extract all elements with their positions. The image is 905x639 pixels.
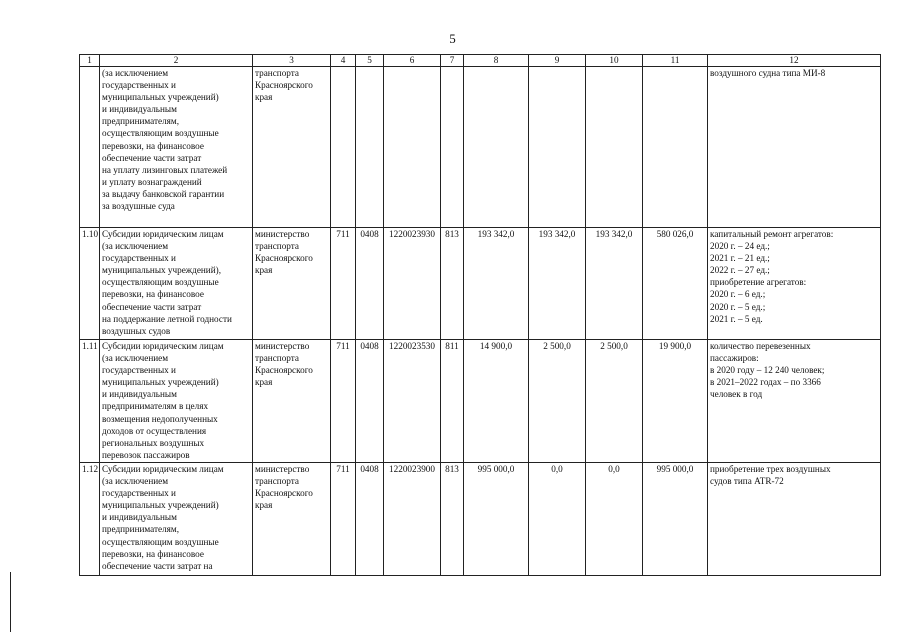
responsible-body: министерство транспорта Красноярского края [253, 463, 331, 576]
budget-code: 711 [331, 463, 356, 576]
amount-cell [586, 67, 643, 228]
item-number: 1.10 [80, 228, 100, 340]
item-number: 1.11 [80, 340, 100, 463]
expense-type-code: 813 [441, 228, 464, 340]
section-code: 0408 [356, 463, 384, 576]
column-header: 5 [356, 55, 384, 67]
page-number: 5 [449, 31, 456, 46]
expected-result: воздушного судна типа МИ-8 [708, 67, 881, 228]
amount-cell: 193 342,0 [586, 228, 643, 340]
column-header: 8 [464, 55, 529, 67]
expected-result: количество перевезенных пассажиров: в 2020 году – 12 240 человек; в 2021–2022 годах – по 3366 человек в год [708, 340, 881, 463]
column-header: 4 [331, 55, 356, 67]
table-row [80, 463, 881, 576]
responsible-body: министерство транспорта Красноярского края [253, 228, 331, 340]
column-header: 2 [100, 55, 253, 67]
column-header: 3 [253, 55, 331, 67]
amount-cell: 193 342,0 [464, 228, 529, 340]
target-item-code: 1220023900 [384, 463, 441, 576]
item-number: 1.12 [80, 463, 100, 576]
activity-description: (за исключением государственных и муниципальных учреждений) и индивидуальным предпринимателям, осуществляющим воздушные перевозки, на финансовое обеспечение части затрат на уплату лизинговых платежей и уплату вознаграждений за выдачу банковской гарантии за воздушные суда [100, 67, 253, 228]
budget-code: 711 [331, 340, 356, 463]
table-row [80, 67, 881, 228]
amount-cell [529, 67, 586, 228]
activity-description: Субсидии юридическим лицам (за исключением государственных и муниципальных учреждений) и индивидуальным предпринимателям, осуществляющим воздушные перевозки, на финансовое обеспечение части затрат на [100, 463, 253, 576]
activity-description: Субсидии юридическим лицам (за исключением государственных и муниципальных учреждений), осуществляющим воздушные перевозки, на финансовое обеспечение части затрат на поддержание летной годности воздушных судов [100, 228, 253, 340]
total-amount-cell [643, 67, 708, 228]
total-amount-cell: 19 900,0 [643, 340, 708, 463]
section-code: 0408 [356, 228, 384, 340]
column-header: 9 [529, 55, 586, 67]
expense-type-code: 813 [441, 463, 464, 576]
amount-cell: 0,0 [529, 463, 586, 576]
item-number [80, 67, 100, 228]
column-header: 11 [643, 55, 708, 67]
column-header: 6 [384, 55, 441, 67]
responsible-body: министерство транспорта Красноярского края [253, 340, 331, 463]
budget-code [331, 67, 356, 228]
column-header: 1 [80, 55, 100, 67]
expected-result: приобретение трех воздушных судов типа ATR-72 [708, 463, 881, 576]
amount-cell: 0,0 [586, 463, 643, 576]
total-amount-cell: 580 026,0 [643, 228, 708, 340]
total-amount-cell: 995 000,0 [643, 463, 708, 576]
expected-result: капитальный ремонт агрегатов: 2020 г. – 24 ед.; 2021 г. – 21 ед.; 2022 г. – 27 ед.; приобретение агрегатов: 2020 г. – 6 ед.; 2020 г. – 5 ед.; 2021 г. – 5 ед. [708, 228, 881, 340]
table-row [80, 228, 881, 340]
amount-cell [464, 67, 529, 228]
program-activities-table [79, 54, 881, 576]
budget-code: 711 [331, 228, 356, 340]
target-item-code: 1220023930 [384, 228, 441, 340]
column-header: 7 [441, 55, 464, 67]
amount-cell: 14 900,0 [464, 340, 529, 463]
amount-cell: 2 500,0 [529, 340, 586, 463]
responsible-body: транспорта Красноярского края [253, 67, 331, 228]
target-item-code: 1220023530 [384, 340, 441, 463]
section-code [356, 67, 384, 228]
expense-type-code: 811 [441, 340, 464, 463]
scan-margin-line [10, 572, 11, 632]
amount-cell: 995 000,0 [464, 463, 529, 576]
target-item-code [384, 67, 441, 228]
table-row [80, 340, 881, 463]
column-number-header-row [80, 55, 881, 67]
section-code: 0408 [356, 340, 384, 463]
amount-cell: 193 342,0 [529, 228, 586, 340]
column-header: 12 [708, 55, 881, 67]
expense-type-code [441, 67, 464, 228]
activity-description: Субсидии юридическим лицам (за исключением государственных и муниципальных учреждений) и индивидуальным предпринимателям в целях возмещения недополученных доходов от осуществления региональных воздушных перевозок пассажиров [100, 340, 253, 463]
amount-cell: 2 500,0 [586, 340, 643, 463]
column-header: 10 [586, 55, 643, 67]
